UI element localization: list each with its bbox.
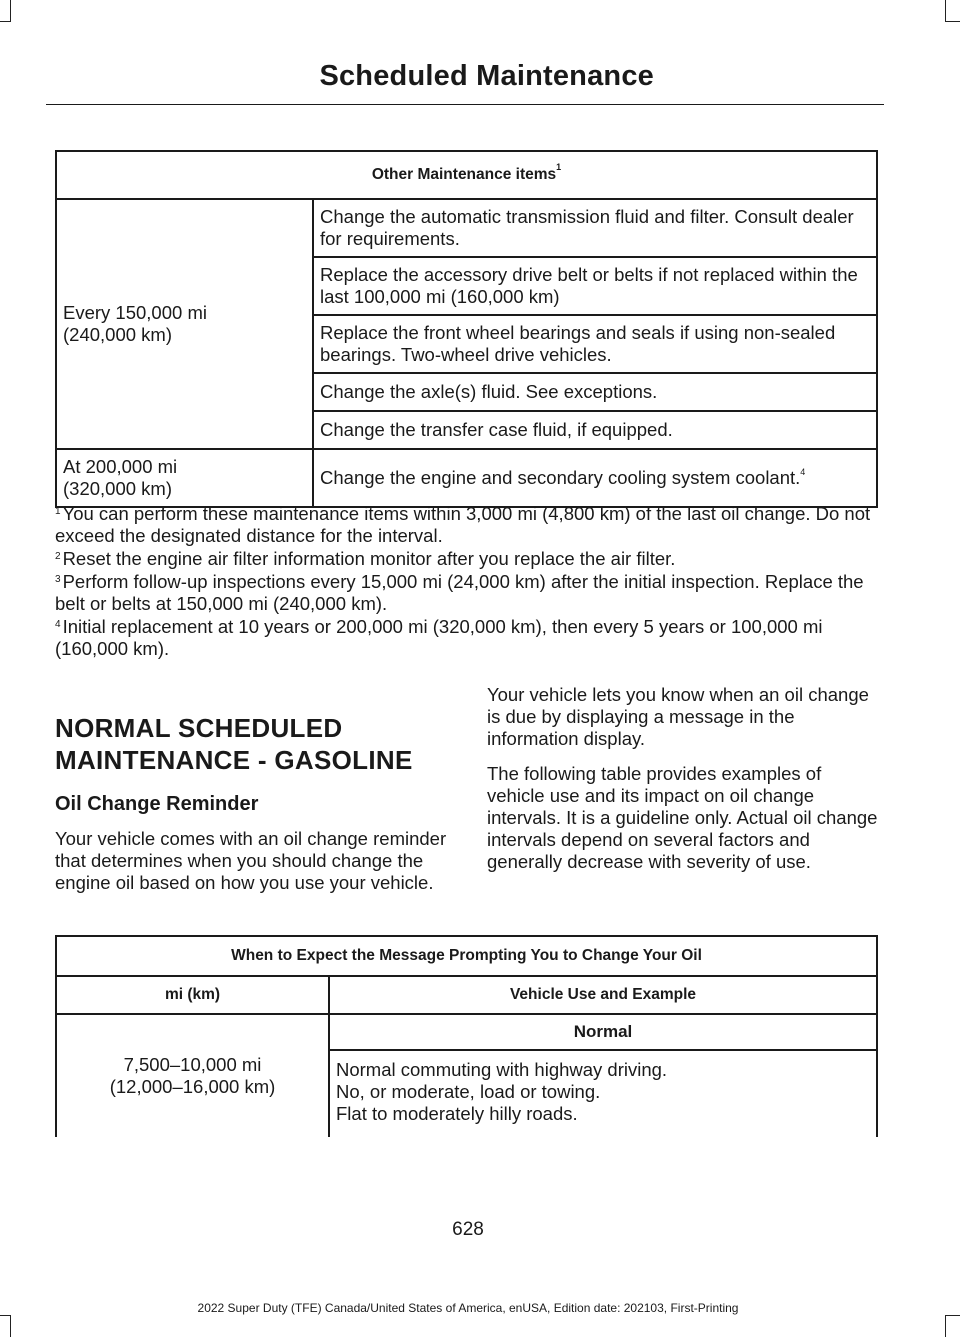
maintenance-item: Replace the front wheel bearings and seals if using non-sealed bearings. Two-wheel drive vehicles.: [313, 315, 877, 373]
maintenance-item: Change the transfer case fluid, if equipped.: [313, 411, 877, 449]
section-subheading: Oil Change Reminder: [55, 793, 259, 815]
footnote: $^4$ Initial replacement at 10 years or 200,000 mi (320,000 km), then every 5 years or 100,000 mi (160,000 km).: [55, 616, 823, 659]
page-number: 628: [452, 1219, 484, 1240]
paragraph: The following table provides examples of vehicle use and its impact on oil change intervals. It is a guideline only. Actual oil change intervals depend on several factors and generally decrease with severity of use.: [487, 763, 878, 872]
column-header: mi (km): [56, 976, 329, 1014]
right-column: [487, 684, 882, 886]
table-row: [56, 449, 877, 507]
other-maintenance-table: [55, 150, 878, 508]
maintenance-item: Change the engine and secondary cooling system coolant.$^4$: [313, 449, 877, 507]
crop-mark: [945, 0, 946, 22]
usage-example-cell: Normal commuting with highway driving. No, or moderate, load or towing. Flat to moderately hilly roads.: [329, 1050, 877, 1137]
page-title: Scheduled Maintenance: [319, 60, 654, 92]
table-row: [56, 199, 877, 257]
usage-category: Normal: [329, 1014, 877, 1050]
section-heading: NORMAL SCHEDULED MAINTENANCE - GASOLINE: [55, 713, 413, 775]
maintenance-item: Replace the accessory drive belt or belts if not replaced within the last 100,000 mi (160,000 km): [313, 257, 877, 315]
maintenance-item: Change the automatic transmission fluid and filter. Consult dealer for requirements.: [313, 199, 877, 257]
crop-mark: [946, 1315, 960, 1316]
footnote: $^3$ Perform follow-up inspections every 15,000 mi (24,000 km) after the initial inspection. Replace the belt or belts at 150,000 mi (240,000 km).: [55, 571, 864, 614]
column-header: Vehicle Use and Example: [329, 976, 877, 1014]
table-row: [56, 1014, 877, 1050]
crop-mark: [946, 21, 960, 22]
left-column: [55, 712, 455, 894]
footnote: $^1$ You can perform these maintenance items within 3,000 mi (4,800 km) of the last oil change. Do not exceed the designated distance for the interval.: [55, 503, 871, 546]
crop-mark: [0, 21, 10, 22]
title-divider: [46, 104, 884, 105]
footnote-ref: 4: [800, 467, 806, 477]
footnote: $^2$ Reset the engine air filter information monitor after you replace the air filter.: [55, 548, 676, 569]
maintenance-item: Change the axle(s) fluid. See exceptions.: [313, 373, 877, 411]
crop-mark: [10, 0, 11, 22]
footnotes: [55, 503, 885, 661]
paragraph: Your vehicle lets you know when an oil change is due by displaying a message in the information display.: [487, 684, 869, 749]
paragraph: Your vehicle comes with an oil change reminder that determines when you should change the engine oil based on how you use your vehicle.: [55, 828, 447, 893]
edition-info: 2022 Super Duty (TFE) Canada/United States of America, enUSA, Edition date: 202103, First-Printing: [197, 1301, 739, 1315]
mileage-range-cell: 7,500–10,000 mi (12,000–16,000 km): [56, 1014, 329, 1137]
interval-cell: At 200,000 mi (320,000 km): [56, 449, 313, 507]
crop-mark: [0, 1315, 10, 1316]
table-caption: When to Expect the Message Prompting You to Change Your Oil: [56, 936, 877, 976]
crop-mark: [10, 1315, 11, 1337]
crop-mark: [945, 1315, 946, 1337]
table-caption: Other Maintenance items$^1$: [56, 151, 877, 199]
interval-cell: Every 150,000 mi (240,000 km): [56, 199, 313, 449]
footnote-ref: 1: [556, 162, 562, 172]
oil-change-table: [55, 935, 878, 1137]
